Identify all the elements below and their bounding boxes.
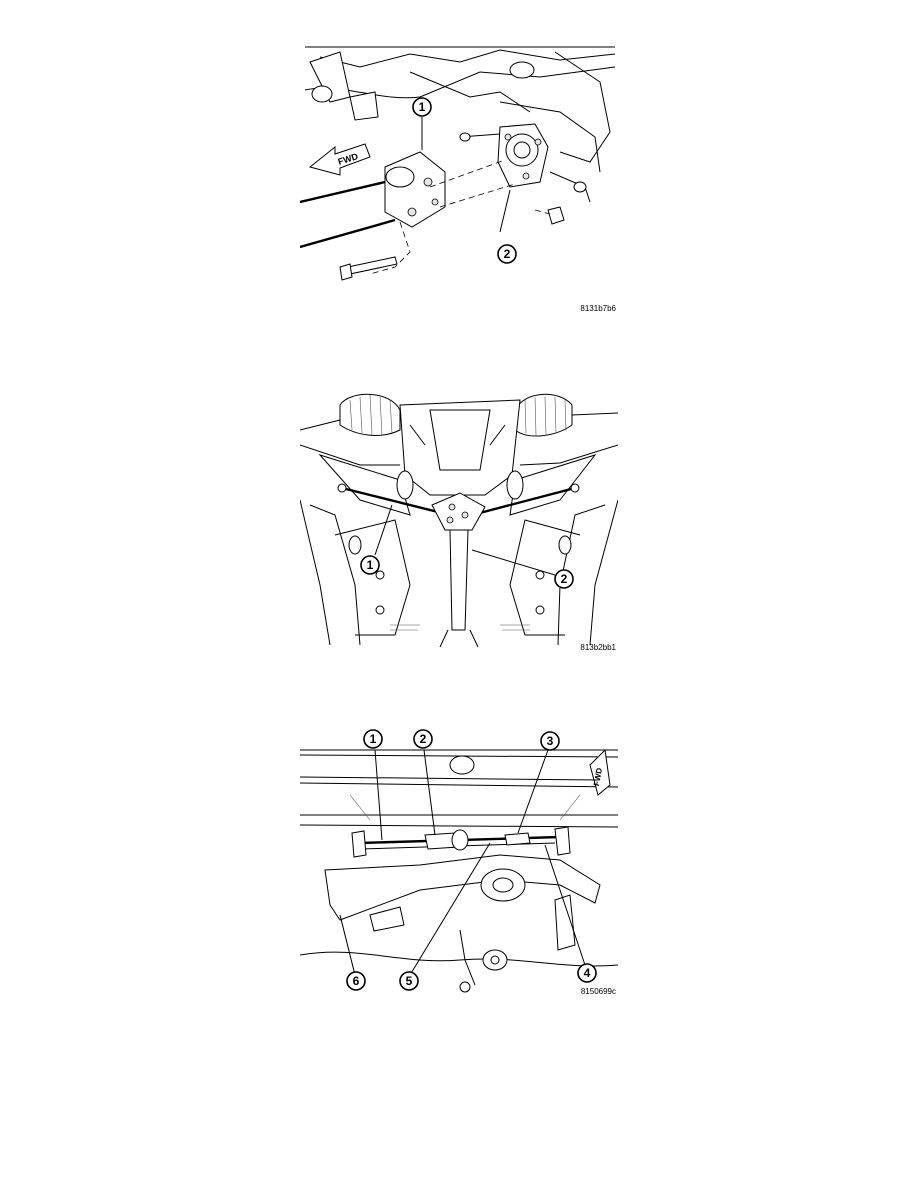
figure-brace-rods [300, 385, 618, 655]
callout-1 [364, 730, 382, 748]
callout-1 [361, 556, 379, 574]
svg-text:1: 1 [366, 558, 374, 572]
figure-propeller-shaft-coupler [300, 42, 618, 317]
callout-4 [578, 964, 596, 982]
fwd-label: FWD [336, 151, 360, 167]
svg-text:1: 1 [369, 732, 377, 746]
figure-1-illustration [300, 42, 618, 317]
callout-2 [414, 730, 432, 748]
svg-text:2: 2 [419, 732, 427, 746]
fwd-arrow-icon [310, 144, 370, 175]
svg-text:5: 5 [405, 974, 413, 988]
figure-id: 8131b7b6 [580, 304, 616, 313]
figure-2-illustration [300, 385, 618, 655]
figure-crossmember-linkage [300, 725, 618, 1000]
svg-text:3: 3 [546, 734, 554, 748]
callout-6 [347, 972, 365, 990]
callout-1 [413, 98, 431, 116]
figure-id: 8150699c [580, 987, 616, 996]
figure-3-illustration [300, 725, 618, 1000]
svg-text:2: 2 [560, 572, 568, 586]
callout-2 [555, 570, 573, 588]
svg-text:2: 2 [503, 247, 511, 261]
callout-2 [498, 245, 516, 263]
svg-text:1: 1 [418, 100, 426, 114]
fwd-label: FWD [591, 767, 605, 787]
callout-5 [400, 972, 418, 990]
callout-3 [541, 732, 559, 750]
svg-text:4: 4 [583, 966, 591, 980]
svg-text:6: 6 [352, 974, 360, 988]
figure-id: 813b2bb1 [580, 643, 616, 652]
